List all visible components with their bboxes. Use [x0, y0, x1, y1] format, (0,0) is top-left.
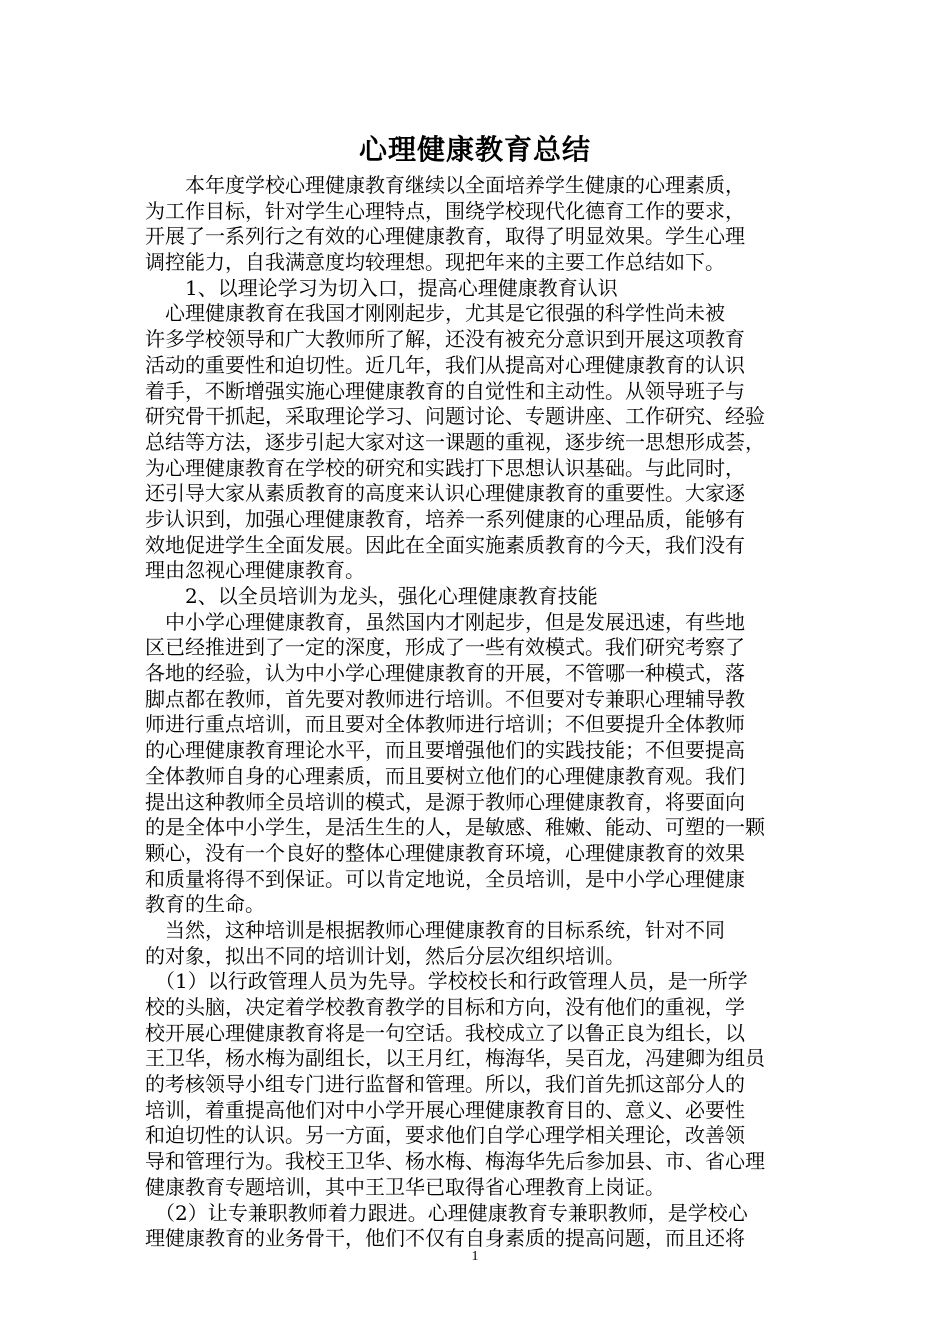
body-line: 效地促进学生全面发展。因此在全面实施素质教育的今天，我们没有	[145, 532, 745, 557]
body-line: 颗心，没有一个良好的整体心理健康教育环境，心理健康教育的效果	[145, 840, 745, 865]
document-body	[145, 173, 805, 1252]
body-line: 活动的重要性和迫切性。近几年，我们从提高对心理健康教育的认识	[145, 352, 745, 377]
body-line: 还引导大家从素质教育的高度来认识心理健康教育的重要性。大家逐	[145, 481, 745, 506]
body-line: 和迫切性的认识。另一方面，要求他们自学心理学相关理论，改善领	[145, 1123, 745, 1148]
body-line: 1、以理论学习为切入口，提高心理健康教育认识	[145, 275, 618, 300]
body-line: 提出这种教师全员培训的模式，是源于教师心理健康教育，将要面向	[145, 789, 745, 814]
body-line: 中小学心理健康教育，虽然国内才刚起步，但是发展迅速，有些地	[145, 609, 745, 634]
body-line: 研究骨干抓起，采取理论学习、问题讨论、专题讲座、工作研究、经验	[145, 404, 765, 429]
body-line: 王卫华，杨水梅为副组长，以王月红，梅海华，吴百龙，冯建卿为组员	[145, 1046, 765, 1071]
body-line: 和质量将得不到保证。可以肯定地说，全员培训，是中小学心理健康	[145, 866, 745, 891]
body-line: 脚点都在教师，首先要对教师进行培训。不但要对专兼职心理辅导教	[145, 686, 745, 711]
body-line: 区已经推进到了一定的深度，形成了一些有效模式。我们研究考察了	[145, 635, 745, 660]
body-line: 心理健康教育在我国才刚刚起步，尤其是它很强的科学性尚未被	[145, 301, 725, 326]
body-line: 总结等方法，逐步引起大家对这一课题的重视，逐步统一思想形成荟，	[145, 429, 765, 454]
body-line: 调控能力，自我满意度均较理想。现把年来的主要工作总结如下。	[145, 250, 725, 275]
body-line: 的心理健康教育理论水平，而且要增强他们的实践技能；不但要提高	[145, 738, 745, 763]
body-line: 的对象，拟出不同的培训计划，然后分层次组织培训。	[145, 943, 625, 968]
body-line: （1）以行政管理人员为先导。学校校长和行政管理人员，是一所学	[145, 969, 748, 994]
page-number: 1	[471, 1249, 479, 1264]
body-line: 开展了一系列行之有效的心理健康教育，取得了明显效果。学生心理	[145, 224, 745, 249]
body-line: 培训，着重提高他们对中小学开展心理健康教育目的、意义、必要性	[145, 1097, 745, 1122]
body-line: 的是全体中小学生，是活生生的人，是敏感、稚嫩、能动、可塑的一颗	[145, 815, 765, 840]
body-line: 理健康教育的业务骨干，他们不仅有自身素质的提高问题，而且还将	[145, 1226, 745, 1251]
body-line: 着手，不断增强实施心理健康教育的自觉性和主动性。从领导班子与	[145, 378, 745, 403]
body-line: 校的头脑，决定着学校教育教学的目标和方向，没有他们的重视，学	[145, 995, 745, 1019]
body-line: 的考核领导小组专门进行监督和管理。所以，我们首先抓这部分人的	[145, 1072, 745, 1097]
body-line: 教育的生命。	[145, 892, 265, 917]
body-line: 本年度学校心理健康教育继续以全面培养学生健康的心理素质，	[145, 173, 745, 197]
body-line: 理由忽视心理健康教育。	[145, 558, 365, 583]
body-line: 2、以全员培训为龙头，强化心理健康教育技能	[145, 584, 598, 608]
body-line: 导和管理行为。我校王卫华、杨水梅、梅海华先后参加县、市、省心理	[145, 1149, 765, 1174]
body-line: 师进行重点培训，而且要对全体教师进行培训；不但要提升全体教师	[145, 712, 745, 737]
body-line: 为工作目标，针对学生心理特点，围绕学校现代化德育工作的要求，	[145, 198, 745, 223]
body-line: 为心理健康教育在学校的研究和实践打下思想认识基础。与此同时，	[145, 455, 745, 480]
body-line: 校开展心理健康教育将是一句空话。我校成立了以鲁正良为组长，以	[145, 1020, 745, 1045]
document-title: 心理健康教育总结	[358, 133, 591, 166]
body-line: 步认识到，加强心理健康教育，培养一系列健康的心理品质，能够有	[145, 506, 745, 531]
body-line: （2）让专兼职教师着力跟进。心理健康教育专兼职教师，是学校心	[145, 1200, 748, 1225]
body-line: 各地的经验，认为中小学心理健康教育的开展，不管哪一种模式，落	[145, 661, 745, 686]
body-line: 全体教师自身的心理素质，而且要树立他们的心理健康教育观。我们	[145, 763, 745, 788]
body-line: 许多学校领导和广大教师所了解，还没有被充分意识到开展这项教育	[145, 327, 745, 352]
body-line: 健康教育专题培训，其中王卫华已取得省心理教育上岗证。	[145, 1174, 665, 1199]
body-line: 当然，这种培训是根据教师心理健康教育的目标系统，针对不同	[145, 917, 725, 942]
